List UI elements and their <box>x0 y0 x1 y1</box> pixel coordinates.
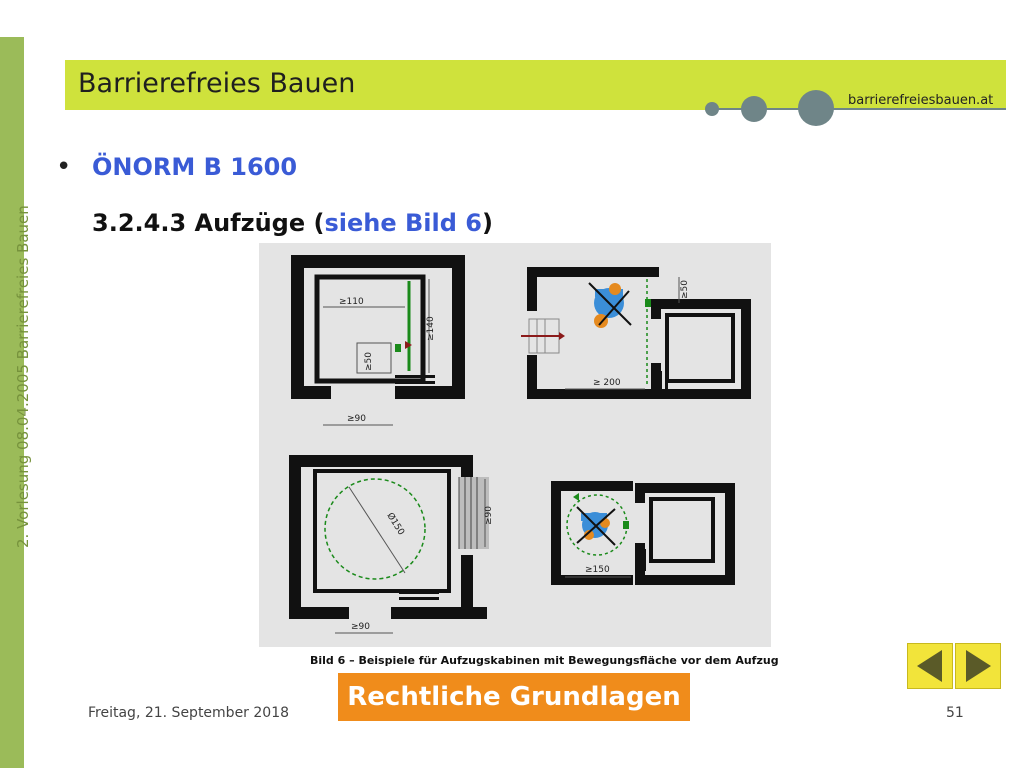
next-slide-button[interactable] <box>955 643 1001 689</box>
dim-c-side: ≥90 <box>484 506 494 525</box>
figure-caption: Bild 6 – Beispiele für Aufzugskabinen mit Bewegungsfläche vor dem Aufzug <box>310 654 779 667</box>
dim-b-front: ≥ 200 <box>593 378 621 388</box>
triangle-left-icon <box>908 644 952 688</box>
elevator-diagram <box>259 243 771 647</box>
diagram-d <box>551 481 735 585</box>
legal-label-box[interactable] <box>338 673 690 721</box>
decor-dot-medium <box>741 96 767 122</box>
dim-a-width: ≥110 <box>339 297 364 307</box>
dim-a-depth: ≥140 <box>426 316 436 341</box>
legal-label: Rechtliche Grundlagen <box>347 682 681 712</box>
dim-a-side: ≥50 <box>364 352 374 371</box>
diagram-a <box>291 255 465 425</box>
website-label: barrierefreiesbauen.at <box>848 93 994 108</box>
elevator-figure <box>259 243 771 647</box>
slide-title: Barrierefreies Bauen <box>78 68 356 99</box>
decor-dot-large <box>798 90 834 126</box>
dim-d-front: ≥150 <box>585 565 610 575</box>
footer-date: Freitag, 21. September 2018 <box>88 705 290 721</box>
diagram-b <box>521 267 751 399</box>
bullet-marker: • <box>56 152 72 182</box>
dim-b-side: ≥50 <box>680 280 690 299</box>
figure-reference-link[interactable]: siehe Bild 6 <box>324 209 482 237</box>
previous-slide-button[interactable] <box>907 643 953 689</box>
norm-heading: ÖNORM B 1600 <box>92 153 298 181</box>
triangle-right-icon <box>956 644 1000 688</box>
section-prefix: 3.2.4.3 Aufzüge ( <box>92 209 325 237</box>
page-number: 51 <box>946 705 964 721</box>
diagram-c <box>289 455 494 633</box>
dim-a-door: ≥90 <box>347 414 366 424</box>
dim-c-door: ≥90 <box>351 622 370 632</box>
decor-dot-small <box>705 102 719 116</box>
sidebar-vertical-text: 2. Vorlesung 08.04.2005 Barrierefreies Bauen <box>14 205 32 548</box>
dim-c-circle: Ø150 <box>384 511 406 538</box>
section-suffix: ) <box>481 209 493 237</box>
section-heading <box>92 209 493 237</box>
